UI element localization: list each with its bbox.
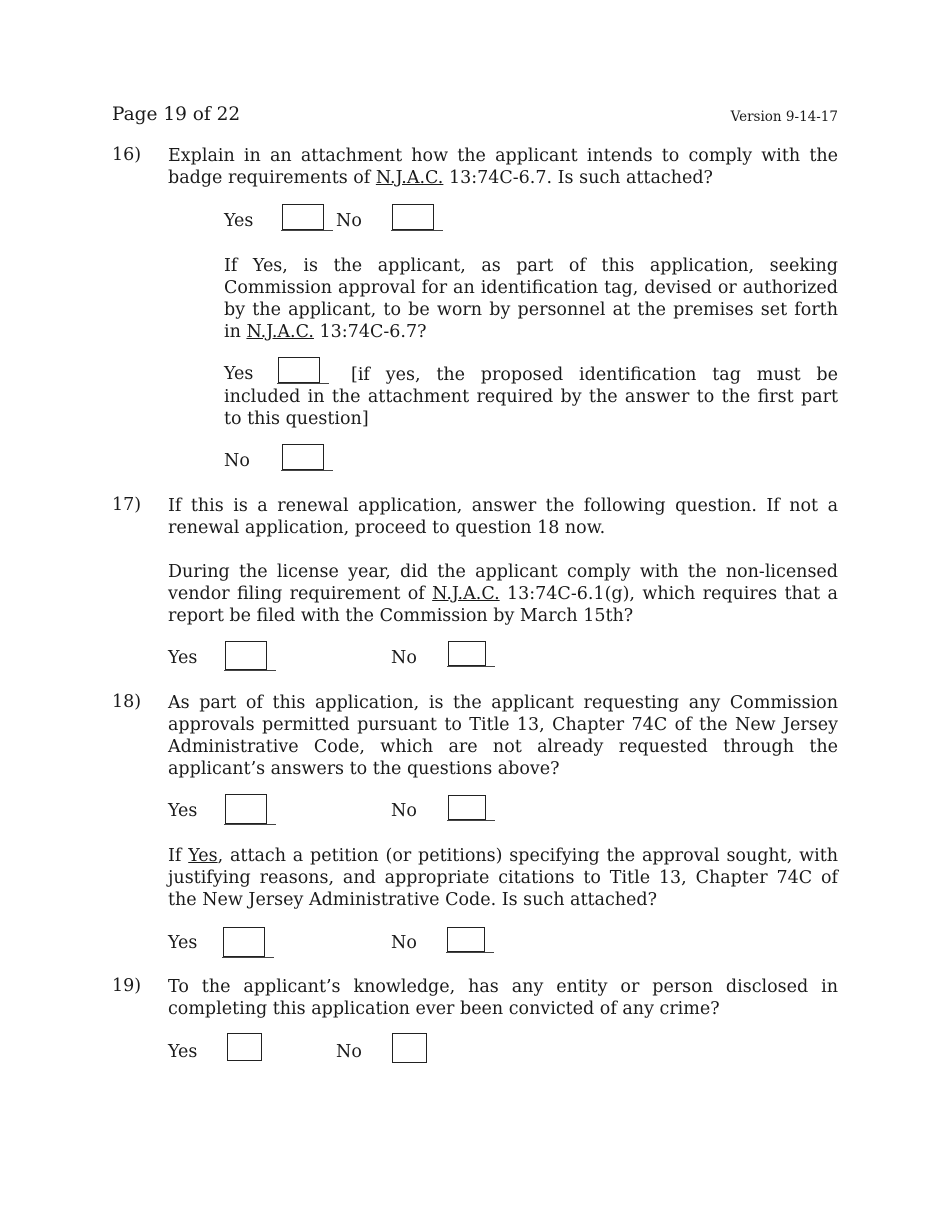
q16-sub-text: If Yes, is the applicant, as part of this application, seeking Commission approval for an identification tag, devised or authorized by the applicant, to be worn by personnel at the premises set forth in N.J.A.C. 13:74C-6.7? (224, 256, 838, 342)
q19-no-label: No (336, 1042, 362, 1062)
q19-no-checkbox[interactable] (392, 1033, 427, 1063)
q16-sub-no-label: No (224, 451, 250, 471)
q18-follow-no-label: No (391, 933, 417, 953)
q19-text: To the applicant’s knowledge, has any entity or person disclosed in completing this application ever been convicted of any crime? (168, 977, 838, 1019)
q18-number: 18) (112, 692, 142, 712)
q18-follow-yes-checkbox[interactable] (223, 927, 265, 957)
q17-yes-label: Yes (168, 648, 198, 668)
q16-no-checkbox[interactable] (392, 204, 434, 230)
q18-no-checkbox[interactable] (448, 795, 486, 820)
q17-number: 17) (112, 495, 142, 515)
q17-yes-checkbox[interactable] (225, 641, 267, 670)
q18-follow-text: If Yes, attach a petition (or petitions) specifying the approval sought, with justifying reasons, and appropriate citations to Title 13, Chapter 74C of the New Jersey Administrative Code. Is such attached? (168, 846, 838, 910)
q16-sub-no-checkbox[interactable] (282, 444, 324, 470)
version-label: Version 9-14-17 (730, 109, 838, 125)
q16-yes-label: Yes (224, 211, 254, 231)
q17-intro: If this is a renewal application, answer the following question. If not a renewal application, proceed to question 18 now. (168, 496, 838, 538)
page-number: Page 19 of 22 (112, 104, 241, 125)
q17-no-checkbox[interactable] (448, 641, 486, 666)
q17-text: During the license year, did the applicant comply with the non-licensed vendor filing requirement of N.J.A.C. 13:74C-6.1(g), which requires that a report be filed with the Commission by March 15th? (168, 562, 838, 626)
q19-number: 19) (112, 976, 142, 996)
q18-follow-yes-label: Yes (168, 933, 198, 953)
q19-yes-label: Yes (168, 1042, 198, 1062)
q16-sub-yes-note: [if yes, the proposed identification tag must be included in the attachment required by the answer to the first part to this question] (224, 365, 838, 429)
q18-yes-checkbox[interactable] (225, 794, 267, 824)
q17-no-label: No (391, 648, 417, 668)
q18-no-label: No (391, 801, 417, 821)
q16-number: 16) (112, 145, 142, 165)
q19-yes-checkbox[interactable] (227, 1033, 262, 1061)
q18-follow-no-checkbox[interactable] (447, 927, 485, 952)
q18-text: As part of this application, is the applicant requesting any Commission approvals permitted pursuant to Title 13, Chapter 74C of the New Jersey Administrative Code, which are not already requested through the applicant’s answers to the questions above? (168, 693, 838, 779)
q16-sub-yes-label: Yes (224, 364, 254, 384)
q18-yes-label: Yes (168, 801, 198, 821)
q16-yes-checkbox[interactable] (282, 204, 324, 230)
q16-no-label: No (336, 211, 362, 231)
q16-text: Explain in an attachment how the applicant intends to comply with the badge requirements of N.J.A.C. 13:74C-6.7. Is such attached? (168, 146, 838, 188)
